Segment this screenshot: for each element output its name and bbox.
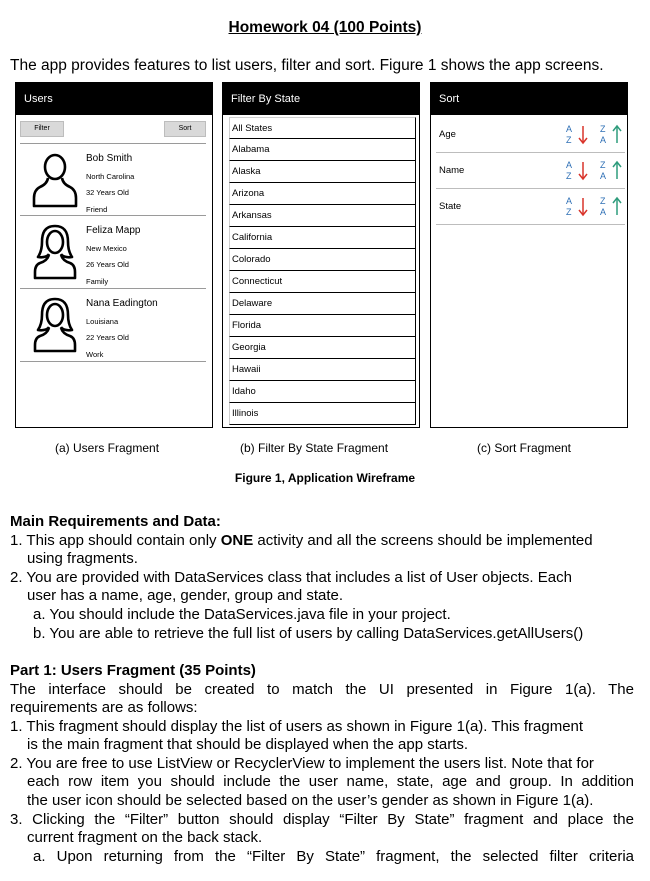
figure-title: Figure 1, Application Wireframe: [234, 471, 416, 485]
users-header: Users: [16, 83, 212, 115]
part1-item-2-line-3: the user icon should be selected based on the user’s gender as shown in Figure 1(a).: [27, 792, 594, 809]
requirement-2a: a. You should include the DataServices.java file in your project.: [33, 606, 451, 623]
state-list-item[interactable]: Alabama: [229, 139, 416, 161]
part1-item-2-line-2: each row item you should include the user name, state, age and group. In addition: [27, 773, 634, 790]
requirement-2b: b. You are able to retrieve the full list of users by calling DataServices.getAllUsers(): [33, 625, 584, 642]
state-list-item[interactable]: Alaska: [229, 161, 416, 183]
state-list-item[interactable]: Arizona: [229, 183, 416, 205]
user-name: Nana Eadington: [86, 298, 158, 309]
sort-alpha-asc-icon[interactable]: [564, 123, 588, 145]
sort-alpha-desc-icon[interactable]: [598, 195, 622, 217]
user-row[interactable]: [20, 216, 206, 289]
female-user-icon: [31, 223, 79, 281]
state-list-item[interactable]: Idaho: [229, 381, 416, 403]
user-list: [16, 143, 212, 362]
requirement-1-text: 1. This app should contain only: [10, 532, 221, 549]
female-user-icon: [31, 296, 79, 354]
state-list-item[interactable]: All States: [229, 117, 416, 139]
user-age: 26 Years Old: [86, 260, 129, 269]
svg-text:A: A: [566, 160, 573, 170]
user-state: New Mexico: [86, 244, 127, 253]
document-title: Homework 04 (100 Points): [228, 19, 422, 36]
part1-item-1: 1. This fragment should display the list of users as shown in Figure 1(a). This fragment: [10, 718, 584, 735]
sort-header: Sort: [431, 83, 627, 115]
user-row[interactable]: [20, 143, 206, 216]
sort-option-row: [436, 153, 625, 189]
user-age: 32 Years Old: [86, 188, 129, 197]
requirement-2-continued: user has a name, age, gender, group and state.: [27, 587, 344, 604]
state-list-item[interactable]: Delaware: [229, 293, 416, 315]
filter-button[interactable]: Filter: [20, 121, 64, 137]
svg-text:A: A: [566, 196, 573, 206]
user-name: Bob Smith: [86, 153, 133, 164]
svg-text:Z: Z: [600, 124, 606, 134]
part1-item-3a: a. Upon returning from the “Filter By State” fragment, the selected filter criteria: [33, 848, 634, 865]
state-list-item[interactable]: Hawaii: [229, 359, 416, 381]
state-list-item[interactable]: Arkansas: [229, 205, 416, 227]
main-requirements-heading: Main Requirements and Data:: [10, 513, 221, 530]
svg-text:Z: Z: [600, 196, 606, 206]
male-user-icon: [31, 151, 79, 209]
user-state: Louisiana: [86, 317, 119, 326]
caption-filter-fragment: (b) Filter By State Fragment: [240, 441, 389, 455]
user-name: Feliza Mapp: [86, 225, 141, 236]
filter-header: Filter By State: [223, 83, 419, 115]
requirement-2: 2. You are provided with DataServices class that includes a list of User objects. Each: [10, 569, 572, 586]
svg-text:A: A: [600, 207, 607, 217]
sort-options-list: [431, 115, 627, 225]
sort-option-label: Name: [439, 165, 465, 176]
users-button-row: [16, 115, 212, 143]
user-row[interactable]: [20, 289, 206, 362]
state-list-item[interactable]: Illinois: [229, 403, 416, 425]
user-group: Work: [86, 350, 104, 359]
requirement-1-continued: using fragments.: [27, 550, 138, 567]
sort-option-label: State: [439, 201, 462, 212]
svg-text:A: A: [566, 124, 573, 134]
sort-option-row: [436, 189, 625, 225]
sort-alpha-asc-icon[interactable]: [564, 159, 588, 181]
user-group: Friend: [86, 205, 108, 214]
state-list-item[interactable]: Colorado: [229, 249, 416, 271]
sort-button[interactable]: Sort: [164, 121, 206, 137]
svg-text:A: A: [600, 135, 607, 145]
part1-paragraph-continued: requirements are as follows:: [10, 699, 198, 716]
requirement-1: [10, 532, 593, 550]
part1-item-1-continued: is the main fragment that should be displayed when the app starts.: [27, 736, 469, 753]
caption-sort-fragment: (c) Sort Fragment: [477, 441, 572, 455]
sort-option-label: Age: [439, 129, 456, 140]
sort-fragment-wireframe: [430, 82, 628, 428]
sort-alpha-desc-icon[interactable]: [598, 123, 622, 145]
part1-item-3: 3. Clicking the “Filter” button should display “Filter By State” fragment and place the: [10, 811, 634, 828]
user-group: Family: [86, 277, 109, 286]
svg-text:Z: Z: [600, 160, 606, 170]
part1-item-3-continued: current fragment on the back stack.: [27, 829, 263, 846]
state-list-item[interactable]: Georgia: [229, 337, 416, 359]
user-age: 22 Years Old: [86, 333, 129, 342]
part1-heading: Part 1: Users Fragment (35 Points): [10, 662, 256, 679]
sort-alpha-desc-icon[interactable]: [598, 159, 622, 181]
part1-paragraph: The interface should be created to match the UI presented in Figure 1(a). The: [10, 681, 634, 698]
intro-text: The app provides features to list users, filter and sort. Figure 1 shows the app screens.: [10, 57, 604, 74]
sort-alpha-asc-icon[interactable]: [564, 195, 588, 217]
user-state: North Carolina: [86, 172, 135, 181]
filter-fragment-wireframe: [222, 82, 420, 428]
users-fragment-wireframe: [15, 82, 213, 428]
svg-text:A: A: [600, 171, 607, 181]
state-list-item[interactable]: Florida: [229, 315, 416, 337]
svg-text:Z: Z: [566, 171, 572, 181]
svg-text:Z: Z: [566, 207, 572, 217]
sort-option-row: [436, 117, 625, 153]
requirement-1-emphasis: ONE: [220, 532, 254, 549]
state-list-item[interactable]: Connecticut: [229, 271, 416, 293]
caption-users-fragment: (a) Users Fragment: [55, 441, 160, 455]
svg-text:Z: Z: [566, 135, 572, 145]
state-list-item[interactable]: California: [229, 227, 416, 249]
requirement-1-text-end: activity and all the screens should be implemented: [253, 532, 593, 549]
state-list: [223, 115, 419, 425]
part1-item-2: 2. You are free to use ListView or RecyclerView to implement the users list. Note that for: [10, 755, 594, 772]
